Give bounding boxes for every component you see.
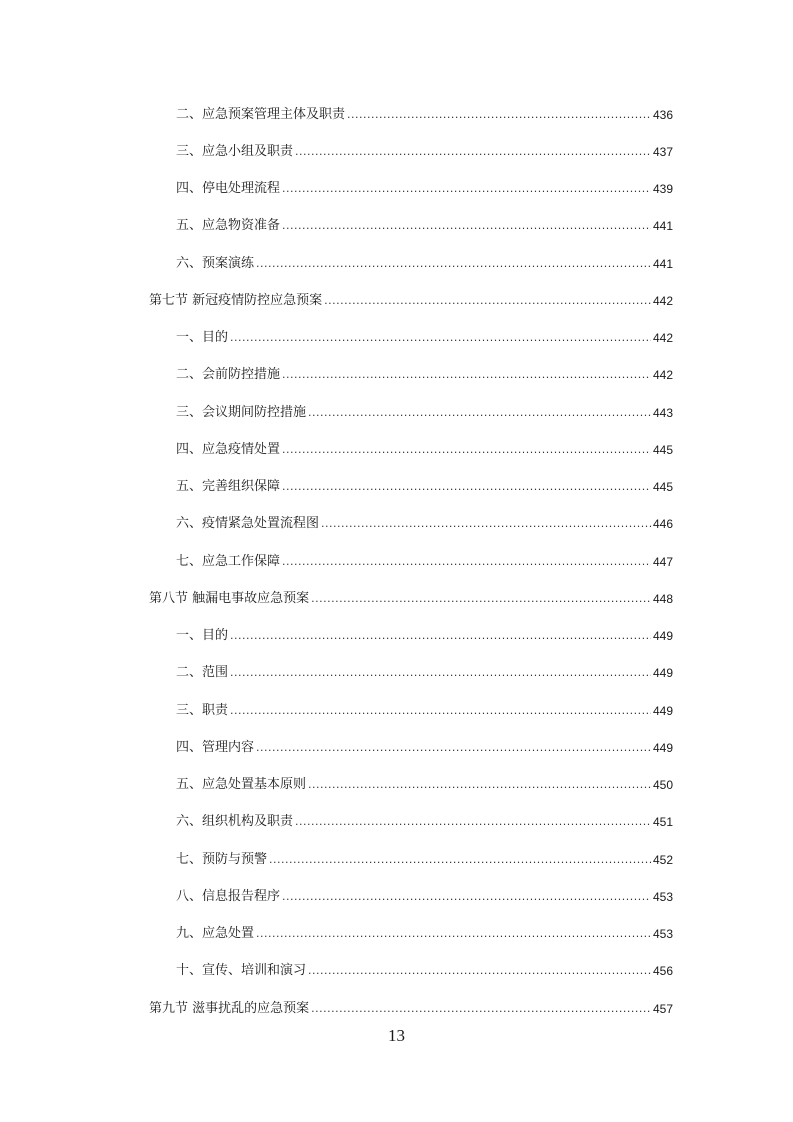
toc-subsection-entry[interactable] <box>0 431 793 468</box>
page-number: 13 <box>388 1026 405 1045</box>
toc-entry-title: 第八节 触漏电事故应急预案 <box>149 590 310 606</box>
toc-entry-page-number: 448 <box>652 591 673 606</box>
toc-dot-leader <box>308 405 651 421</box>
toc-entry-title: 二、会前防控措施 <box>176 367 281 383</box>
toc-subsection-entry[interactable] <box>0 618 793 655</box>
table-of-contents <box>0 96 793 1027</box>
toc-entry-page-number: 449 <box>652 740 673 755</box>
toc-entry-page-number: 437 <box>652 144 673 159</box>
toc-subsection-entry[interactable] <box>0 245 793 282</box>
toc-dot-leader <box>230 703 651 719</box>
toc-entry-page-number: 439 <box>652 182 673 197</box>
toc-entry-title: 九、应急处置 <box>176 926 255 942</box>
toc-entry-title: 三、职责 <box>176 702 229 718</box>
toc-section-entry[interactable] <box>0 282 793 319</box>
toc-entry-title: 三、会议期间防控措施 <box>176 404 307 420</box>
toc-subsection-entry[interactable] <box>0 506 793 543</box>
toc-subsection-entry[interactable] <box>0 692 793 729</box>
toc-entry-page-number: 449 <box>652 629 673 644</box>
toc-dot-leader <box>282 479 651 495</box>
toc-dot-leader <box>295 144 651 160</box>
toc-entry-page-number: 449 <box>652 703 673 718</box>
toc-entry-page-number: 442 <box>652 293 673 308</box>
toc-subsection-entry[interactable] <box>0 767 793 804</box>
toc-dot-leader <box>295 814 651 830</box>
toc-entry-title: 四、管理内容 <box>176 739 255 755</box>
toc-subsection-entry[interactable] <box>0 655 793 692</box>
toc-subsection-entry[interactable] <box>0 469 793 506</box>
toc-subsection-entry[interactable] <box>0 133 793 170</box>
toc-entry-title: 四、应急疫情处置 <box>176 441 281 457</box>
toc-entry-page-number: 450 <box>652 778 673 793</box>
toc-dot-leader <box>282 889 651 905</box>
toc-entry-page-number: 442 <box>652 368 673 383</box>
toc-dot-leader <box>269 852 651 868</box>
toc-entry-page-number: 457 <box>652 1001 673 1016</box>
toc-dot-leader <box>282 554 651 570</box>
toc-section-entry[interactable] <box>0 580 793 617</box>
toc-entry-title: 五、应急物资准备 <box>176 218 281 234</box>
toc-subsection-entry[interactable] <box>0 171 793 208</box>
toc-dot-leader <box>256 926 651 942</box>
toc-dot-leader <box>282 218 651 234</box>
toc-dot-leader <box>308 777 651 793</box>
toc-subsection-entry[interactable] <box>0 357 793 394</box>
toc-entry-title: 四、停电处理流程 <box>176 181 281 197</box>
toc-entry-title: 七、预防与预警 <box>176 851 268 867</box>
toc-entry-page-number: 442 <box>652 331 673 346</box>
toc-entry-page-number: 453 <box>652 927 673 942</box>
toc-entry-title: 六、组织机构及职责 <box>176 814 294 830</box>
toc-entry-page-number: 441 <box>652 256 673 271</box>
toc-entry-title: 第七节 新冠疫情防控应急预案 <box>149 292 323 308</box>
toc-entry-page-number: 452 <box>652 852 673 867</box>
toc-entry-title: 二、应急预案管理主体及职责 <box>176 106 346 122</box>
toc-entry-title: 六、预案演练 <box>176 255 255 271</box>
toc-subsection-entry[interactable] <box>0 543 793 580</box>
toc-dot-leader <box>230 628 651 644</box>
toc-dot-leader <box>282 442 651 458</box>
toc-entry-page-number: 453 <box>652 889 673 904</box>
toc-entry-page-number: 441 <box>652 219 673 234</box>
toc-dot-leader <box>282 181 651 197</box>
toc-entry-page-number: 445 <box>652 442 673 457</box>
toc-dot-leader <box>347 107 651 123</box>
toc-subsection-entry[interactable] <box>0 916 793 953</box>
toc-entry-page-number: 456 <box>652 964 673 979</box>
toc-entry-title: 八、信息报告程序 <box>176 888 281 904</box>
toc-entry-title: 一、目的 <box>176 330 229 346</box>
toc-entry-page-number: 451 <box>652 815 673 830</box>
toc-entry-page-number: 443 <box>652 405 673 420</box>
toc-dot-leader <box>282 367 651 383</box>
toc-dot-leader <box>256 256 651 272</box>
toc-entry-title: 第九节 滋事扰乱的应急预案 <box>149 1000 310 1016</box>
toc-entry-page-number: 446 <box>652 517 673 532</box>
toc-dot-leader <box>308 963 651 979</box>
toc-subsection-entry[interactable] <box>0 841 793 878</box>
toc-section-entry[interactable] <box>0 990 793 1027</box>
toc-subsection-entry[interactable] <box>0 729 793 766</box>
toc-dot-leader <box>230 330 651 346</box>
toc-dot-leader <box>311 591 651 607</box>
toc-dot-leader <box>311 1001 651 1017</box>
toc-entry-title: 七、应急工作保障 <box>176 553 281 569</box>
toc-subsection-entry[interactable] <box>0 804 793 841</box>
toc-entry-page-number: 436 <box>652 107 673 122</box>
toc-subsection-entry[interactable] <box>0 953 793 990</box>
toc-entry-page-number: 445 <box>652 480 673 495</box>
toc-entry-title: 十、宣传、培训和演习 <box>176 963 307 979</box>
toc-entry-title: 五、应急处置基本原则 <box>176 777 307 793</box>
toc-entry-page-number: 447 <box>652 554 673 569</box>
toc-subsection-entry[interactable] <box>0 320 793 357</box>
toc-dot-leader <box>324 293 651 309</box>
toc-subsection-entry[interactable] <box>0 96 793 133</box>
toc-entry-title: 二、范围 <box>176 665 229 681</box>
toc-entry-title: 六、疫情紧急处置流程图 <box>176 516 320 532</box>
toc-entry-title: 三、应急小组及职责 <box>176 143 294 159</box>
toc-subsection-entry[interactable] <box>0 394 793 431</box>
toc-subsection-entry[interactable] <box>0 208 793 245</box>
toc-entry-title: 一、目的 <box>176 628 229 644</box>
toc-subsection-entry[interactable] <box>0 878 793 915</box>
toc-entry-title: 五、完善组织保障 <box>176 479 281 495</box>
toc-dot-leader <box>230 665 651 681</box>
toc-dot-leader <box>321 516 651 532</box>
toc-dot-leader <box>256 740 651 756</box>
toc-entry-page-number: 449 <box>652 666 673 681</box>
